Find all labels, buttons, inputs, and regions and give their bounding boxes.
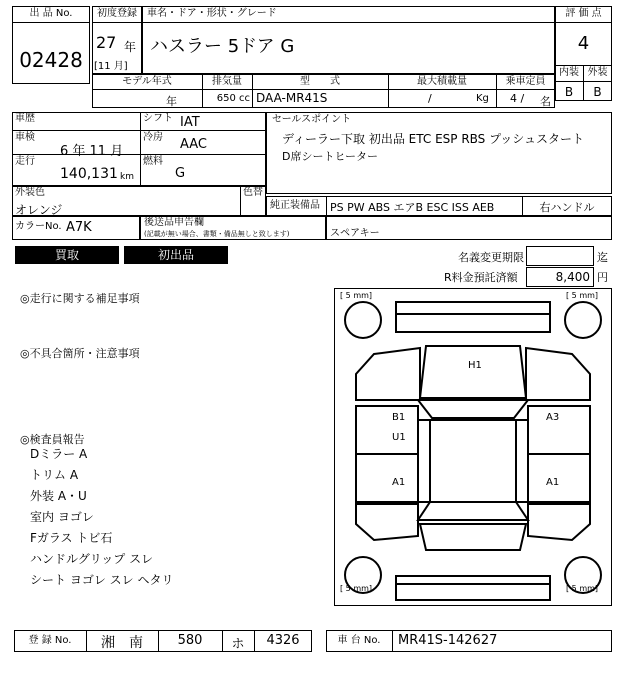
inspector-line: 外装 A・U (30, 489, 87, 503)
registration-region: 湘 南 (101, 635, 143, 651)
exterior-grade: B (593, 85, 602, 99)
rear-door-left (356, 454, 418, 502)
rear-quarter-left (356, 504, 418, 540)
front-door-left (356, 406, 418, 454)
max-load-label: 最大積載量 (417, 76, 467, 87)
sales-point-line-2: D席シートヒーター (282, 150, 379, 163)
capacity-unit: 名 (540, 95, 551, 108)
inspector-line: シート ヨゴレ スレ ヘタリ (30, 573, 174, 587)
steering: 右ハンドル (539, 201, 595, 214)
details-left (12, 112, 266, 186)
rear-quarter-right (528, 504, 590, 540)
score-label: 評 価 点 (565, 8, 602, 19)
recycle-unit: 円 (597, 271, 608, 284)
chassis-number: MR41S-142627 (398, 633, 498, 648)
name-change-unit: 迄 (597, 251, 608, 264)
inspector-report-label: ◎検査員報告 (20, 433, 85, 446)
interior-grade: B (564, 85, 574, 99)
front-bumper (396, 302, 550, 332)
damage-mark-u1: U1 (392, 432, 406, 443)
front-fender-right (526, 348, 590, 400)
purchase-badge: 買取 (15, 246, 119, 264)
model-year-unit: 年 (166, 95, 177, 108)
max-load-unit: Kg (476, 93, 489, 104)
sales-point-label: セールスポイント (272, 114, 352, 125)
first-registration-month: [11 月] (94, 61, 128, 72)
color: オレンジ (15, 203, 63, 217)
damage-mark-a1-right: A1 (546, 477, 560, 488)
roof (430, 420, 516, 502)
ac-label: 冷房 (143, 132, 163, 143)
post-delivery-label: 後送品申告欄 (144, 217, 204, 228)
model-code-label: 型 式 (300, 76, 340, 87)
rear-bumper (396, 576, 550, 600)
ac: AAC (180, 137, 207, 152)
tire-tread-top-left: [ 5 mm] (340, 291, 373, 300)
driving-notes-label: ◎走行に関する補足事項 (20, 292, 140, 305)
capacity: 4 / (510, 92, 525, 105)
shift: IAT (180, 115, 200, 130)
hood (420, 346, 526, 398)
fuel-label: 燃料 (143, 156, 163, 167)
front-fender-left (356, 348, 420, 400)
recycle-amount: 8,400 (555, 270, 590, 284)
model-code: DAA-MR41S (256, 91, 328, 105)
tire-tread-top-right: [ 5 mm] (566, 291, 599, 300)
tire-front-left (345, 302, 381, 338)
displacement-label: 排気量 (212, 76, 242, 87)
shaken: 6 年 11 月 (60, 144, 124, 159)
model-year-label: モデル年式 (122, 76, 172, 87)
damage-mark-h1: H1 (468, 360, 482, 371)
name-change-box (526, 246, 594, 266)
tire-tread-bottom-right: [ 5 mm] (566, 584, 599, 593)
chassis-number-label: 車 台 No. (337, 635, 381, 646)
inspector-line: Fガラス トビ石 (30, 531, 113, 545)
first-registration-year: 27 (96, 33, 117, 52)
first-listing-badge: 初出品 (124, 246, 228, 264)
defect-notes-label: ◎不具合箇所・注意事項 (20, 347, 140, 360)
rear-window (418, 502, 528, 520)
windshield (418, 400, 528, 418)
history-label: 車歴 (15, 113, 35, 124)
exterior-grade-label: 外装 (587, 67, 608, 78)
tire-front-right (565, 302, 601, 338)
shaken-label: 車検 (15, 132, 35, 143)
registration-class: 580 (177, 633, 203, 648)
score: 4 (577, 33, 590, 54)
damage-mark-a1-left: A1 (392, 477, 406, 488)
registration-number-label: 登 録 No. (28, 635, 72, 646)
recycle-label: R料金預託済額 (444, 271, 518, 284)
mileage: 140,131 (60, 166, 118, 182)
max-load-slash: / (428, 92, 432, 105)
registration-kana: ホ (231, 637, 245, 652)
car-outline-diagram (334, 288, 612, 606)
equipment: PS PW ABS エアB ESC ISS AEB (330, 201, 495, 214)
fuel: G (175, 166, 186, 181)
displacement: 650 cc (216, 93, 250, 104)
tire-rear-right (565, 557, 601, 593)
lot-number: 02428 (19, 48, 83, 72)
first-registration-year-unit: 年 (124, 40, 137, 54)
color-no: A7K (66, 220, 92, 235)
shift-label: シフト (143, 113, 173, 124)
registration-number: 4326 (266, 633, 300, 648)
post-delivery-note: (記載が無い場合、書類・備品無しと致します) (144, 230, 290, 238)
interior-grade-label: 内装 (559, 67, 579, 78)
inspector-line: ハンドルグリップ スレ (30, 552, 154, 566)
post-delivery: スペアキー (330, 228, 380, 239)
car-name: ハスラー 5ドア G (150, 36, 295, 57)
tire-tread-bottom-left: [ 5 mm] (340, 584, 373, 593)
mileage-label: 走行 (15, 156, 35, 167)
capacity-label: 乗車定員 (505, 76, 546, 87)
name-change-label: 名義変更期限 (458, 251, 524, 264)
inspector-line: トリム A (30, 468, 79, 482)
color-no-label: カラーNo. (15, 221, 62, 232)
sales-point-line-1: ディーラー下取 初出品 ETC ESP RBS プッシュスタート (282, 132, 585, 146)
color-change-label: 色替 (243, 187, 263, 198)
back-door (420, 524, 526, 550)
lot-number-label: 出 品 No. (29, 8, 73, 19)
inspector-report-list (30, 444, 173, 591)
tire-rear-left (345, 557, 381, 593)
inspector-line: Dミラー A (30, 447, 88, 461)
inspector-line: 室内 ヨゴレ (30, 510, 94, 524)
car-name-label: 車名・ドア・形状・グレード (147, 8, 277, 19)
color-label: 外装色 (15, 187, 45, 198)
equipment-label: 純正装備品 (270, 200, 320, 211)
damage-mark-a3: A3 (546, 412, 560, 423)
damage-mark-b1: B1 (392, 412, 406, 423)
mileage-unit: km (120, 172, 134, 182)
first-registration-label: 初度登録 (97, 8, 137, 19)
